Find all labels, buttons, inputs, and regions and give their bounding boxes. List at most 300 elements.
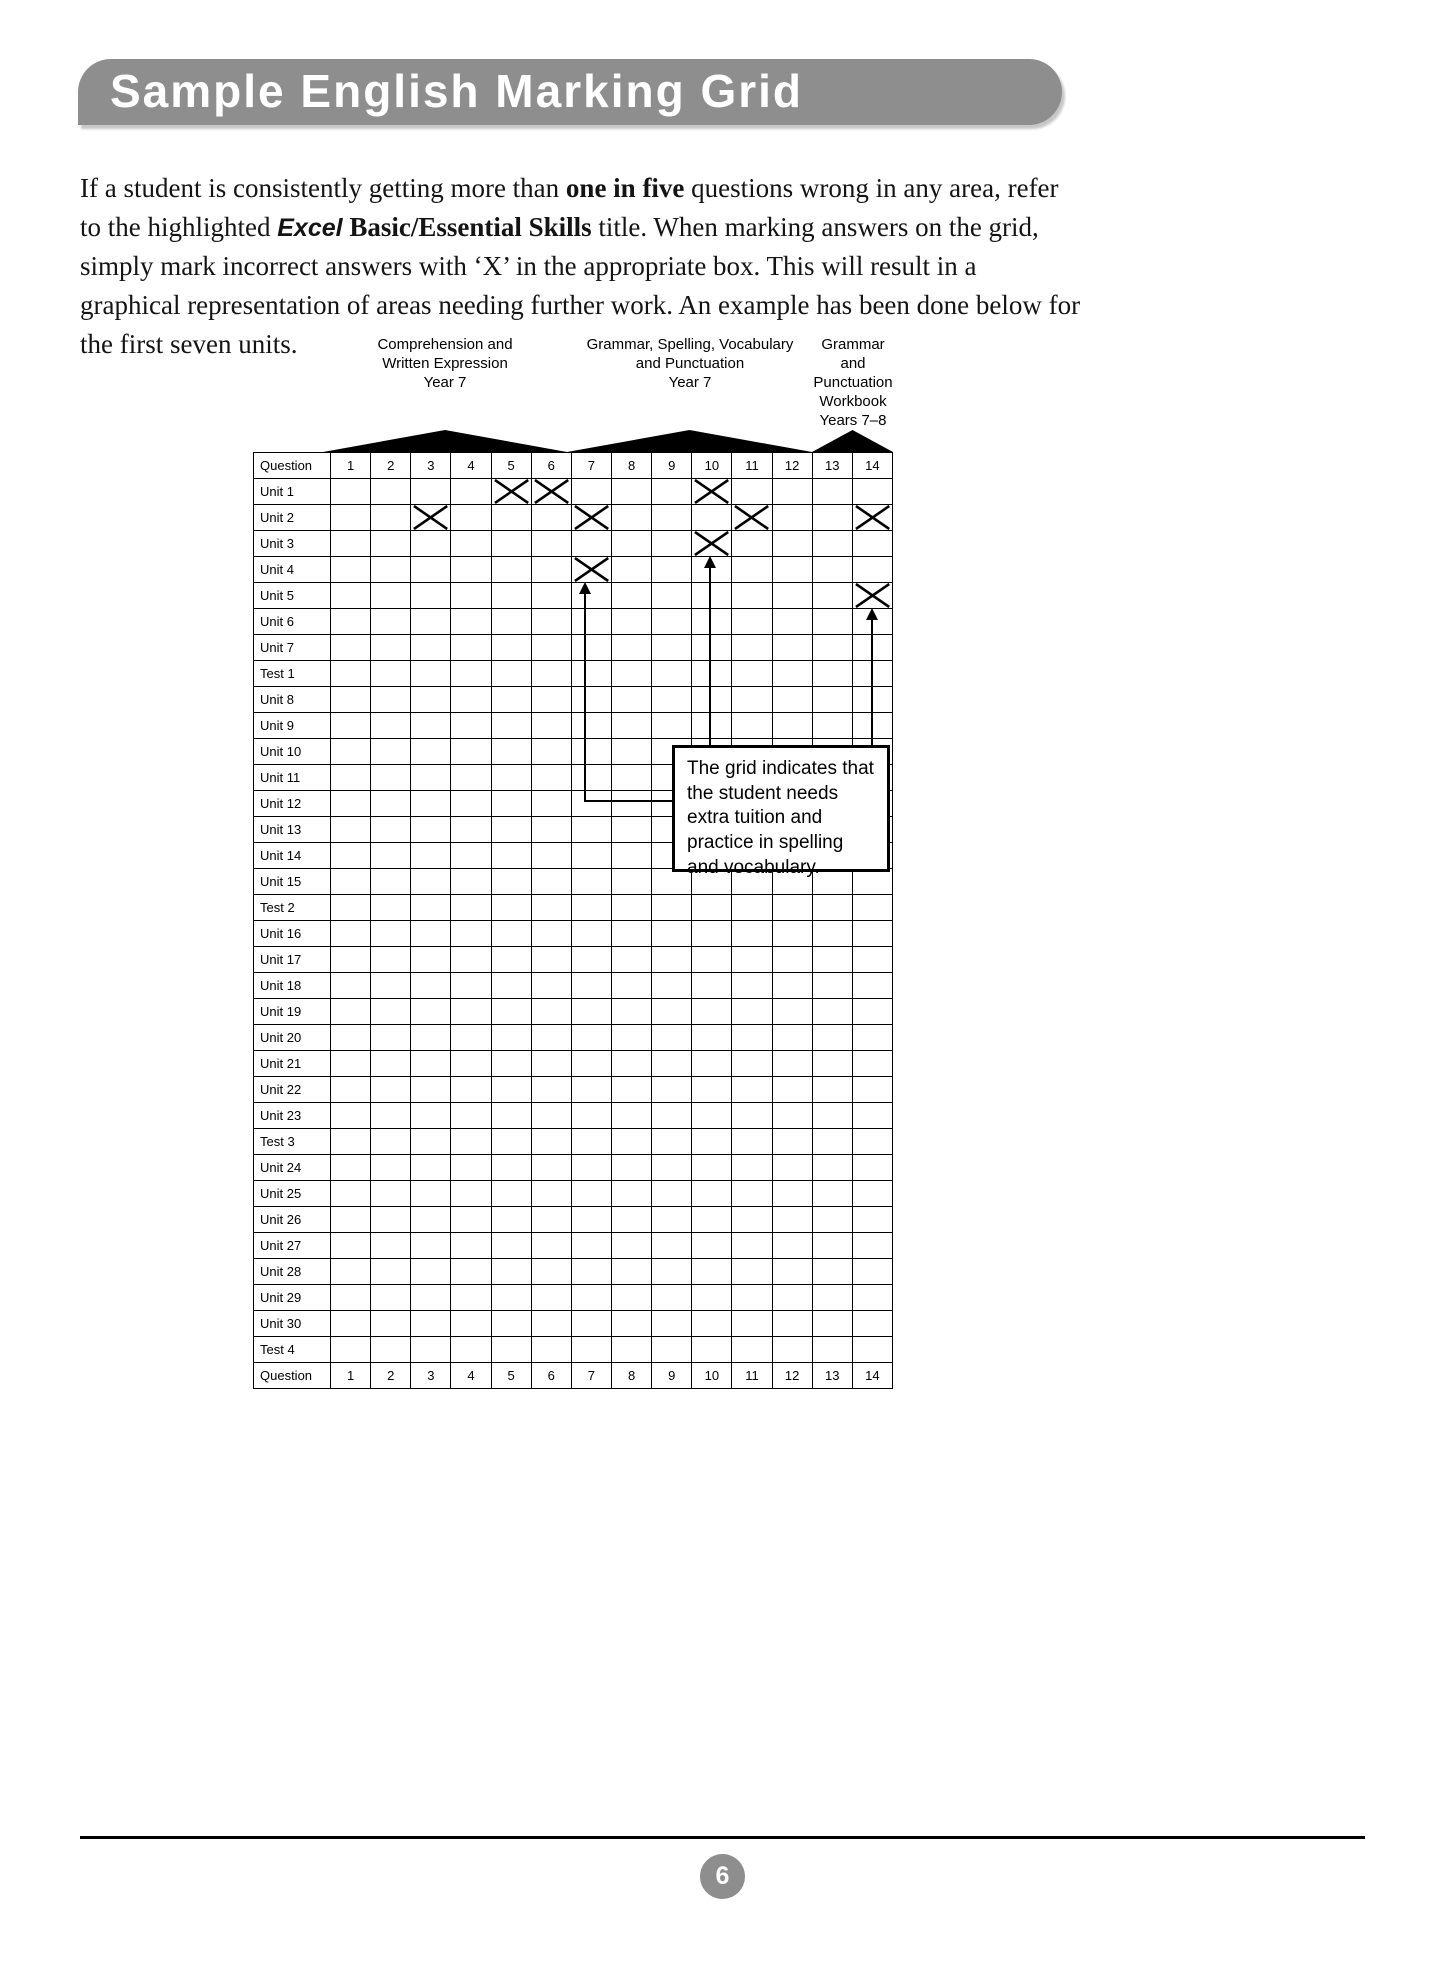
grid-cell — [411, 583, 451, 609]
grid-cell — [652, 1285, 692, 1311]
grid-cell — [451, 895, 491, 921]
grid-cell — [852, 947, 892, 973]
grid-row — [254, 661, 893, 687]
grid-cell — [611, 557, 651, 583]
grid-cell — [692, 687, 732, 713]
grid-cell — [611, 947, 651, 973]
grid-cell — [371, 791, 411, 817]
grid-cell — [852, 1103, 892, 1129]
grid-cell — [451, 1233, 491, 1259]
grid-cell — [812, 973, 852, 999]
row-label: Unit 20 — [254, 1025, 331, 1051]
grid-cell — [491, 869, 531, 895]
grid-cell — [692, 609, 732, 635]
x-mark-icon — [572, 505, 611, 530]
grid-cell — [571, 895, 611, 921]
group-brace-icon — [567, 430, 812, 452]
grid-cell — [652, 1077, 692, 1103]
grid-cell — [331, 1155, 371, 1181]
grid-cell — [732, 895, 772, 921]
grid-cell — [852, 1285, 892, 1311]
grid-cell — [812, 661, 852, 687]
grid-cell — [371, 973, 411, 999]
grid-cell — [812, 479, 852, 505]
grid-cell — [371, 765, 411, 791]
grid-cell — [411, 713, 451, 739]
grid-cell — [451, 557, 491, 583]
question-number: 11 — [732, 1363, 772, 1389]
grid-cell — [531, 947, 571, 973]
grid-cell — [571, 1025, 611, 1051]
grid-row — [254, 1077, 893, 1103]
grid-cell — [451, 505, 491, 531]
grid-row — [254, 999, 893, 1025]
row-label: Unit 27 — [254, 1233, 331, 1259]
grid-cell — [531, 1181, 571, 1207]
grid-cell — [371, 999, 411, 1025]
grid-cell — [772, 1233, 812, 1259]
question-number: 9 — [652, 1363, 692, 1389]
grid-cell — [491, 531, 531, 557]
question-number: 9 — [652, 453, 692, 479]
grid-cell — [491, 1311, 531, 1337]
x-mark-icon — [853, 505, 892, 530]
grid-cell — [491, 973, 531, 999]
grid-cell — [692, 1077, 732, 1103]
x-mark-icon — [411, 505, 450, 530]
grid-cell — [611, 479, 651, 505]
question-number: 14 — [852, 1363, 892, 1389]
grid-cell — [491, 1233, 531, 1259]
grid-cell — [451, 843, 491, 869]
question-number: 6 — [531, 1363, 571, 1389]
row-label: Unit 12 — [254, 791, 331, 817]
grid-cell — [652, 1051, 692, 1077]
row-label: Unit 6 — [254, 609, 331, 635]
grid-cell — [812, 1233, 852, 1259]
grid-cell — [571, 1155, 611, 1181]
grid-cell — [531, 921, 571, 947]
grid-row — [254, 1363, 893, 1389]
question-number: 4 — [451, 453, 491, 479]
grid-cell — [571, 1181, 611, 1207]
grid-cell — [371, 1129, 411, 1155]
grid-cell — [411, 739, 451, 765]
grid-cell — [331, 635, 371, 661]
grid-cell — [772, 947, 812, 973]
grid-cell — [611, 817, 651, 843]
grid-cell — [852, 869, 892, 895]
grid-cell — [812, 1311, 852, 1337]
grid-cell — [451, 583, 491, 609]
group-header-line: Comprehension and — [377, 336, 513, 353]
x-mark-icon — [692, 479, 731, 504]
grid-cell — [411, 869, 451, 895]
question-number: 7 — [571, 1363, 611, 1389]
grid-cell — [611, 843, 651, 869]
grid-row — [254, 1129, 893, 1155]
grid-cell — [812, 687, 852, 713]
grid-cell — [491, 1129, 531, 1155]
grid-cell — [571, 635, 611, 661]
grid-cell — [812, 1259, 852, 1285]
grid-cell — [331, 1051, 371, 1077]
grid-cell — [451, 973, 491, 999]
grid-cell — [611, 583, 651, 609]
grid-cell — [732, 1077, 772, 1103]
grid-cell — [611, 1233, 651, 1259]
grid-cell — [491, 1337, 531, 1363]
grid-cell — [652, 479, 692, 505]
question-number: 10 — [692, 453, 732, 479]
grid-cell — [772, 713, 812, 739]
question-number: 10 — [692, 1363, 732, 1389]
intro-segment: one in five — [565, 173, 685, 203]
grid-cell — [772, 921, 812, 947]
grid-cell — [812, 947, 852, 973]
grid-cell — [411, 661, 451, 687]
arrow-line-col7 — [584, 594, 586, 802]
grid-cell — [411, 947, 451, 973]
grid-cell — [531, 791, 571, 817]
grid-cell — [451, 1337, 491, 1363]
grid-cell — [491, 765, 531, 791]
grid-cell — [531, 479, 571, 505]
grid-cell — [611, 661, 651, 687]
grid-cell — [732, 505, 772, 531]
grid-cell — [732, 1207, 772, 1233]
grid-cell — [692, 1311, 732, 1337]
question-number: 8 — [611, 453, 651, 479]
grid-cell — [331, 739, 371, 765]
grid-row — [254, 713, 893, 739]
grid-cell — [652, 583, 692, 609]
marking-grid-area — [253, 330, 953, 1430]
grid-cell — [611, 1337, 651, 1363]
intro-segment: questions wrong in any area, refer to the highlighted — [80, 173, 1059, 242]
grid-cell — [692, 1285, 732, 1311]
grid-cell — [852, 583, 892, 609]
grid-cell — [531, 505, 571, 531]
grid-cell — [732, 531, 772, 557]
grid-cell — [652, 973, 692, 999]
grid-cell — [371, 505, 411, 531]
grid-cell — [331, 479, 371, 505]
question-number: 1 — [331, 453, 371, 479]
row-label: Unit 19 — [254, 999, 331, 1025]
grid-cell — [692, 505, 732, 531]
grid-cell — [652, 947, 692, 973]
grid-cell — [491, 843, 531, 869]
grid-cell — [611, 895, 651, 921]
grid-cell — [732, 1051, 772, 1077]
grid-cell — [852, 1051, 892, 1077]
grid-cell — [451, 1103, 491, 1129]
grid-row — [254, 921, 893, 947]
grid-cell — [611, 505, 651, 531]
grid-cell — [491, 1155, 531, 1181]
row-label: Test 4 — [254, 1337, 331, 1363]
grid-cell — [411, 765, 451, 791]
grid-cell — [451, 1207, 491, 1233]
callout-box: The grid indicates that the student needs extra tuition and practice in spelling and vocabulary. — [672, 745, 890, 872]
grid-cell — [652, 687, 692, 713]
grid-cell — [371, 1103, 411, 1129]
grid-cell — [652, 1311, 692, 1337]
grid-cell — [571, 1207, 611, 1233]
grid-cell — [411, 479, 451, 505]
grid-cell — [852, 1311, 892, 1337]
grid-cell — [491, 817, 531, 843]
grid-cell — [411, 895, 451, 921]
grid-cell — [411, 1285, 451, 1311]
grid-cell — [812, 583, 852, 609]
grid-cell — [331, 973, 371, 999]
x-mark-icon — [732, 505, 771, 530]
grid-cell — [371, 817, 411, 843]
grid-cell — [732, 1103, 772, 1129]
grid-cell — [772, 1155, 812, 1181]
grid-row — [254, 895, 893, 921]
grid-cell — [652, 1207, 692, 1233]
x-mark-icon — [853, 583, 892, 608]
grid-cell — [571, 1077, 611, 1103]
grid-cell — [852, 999, 892, 1025]
group-header-line: Written Expression — [382, 354, 508, 372]
grid-cell — [331, 1025, 371, 1051]
grid-cell — [692, 1051, 732, 1077]
grid-cell — [331, 817, 371, 843]
grid-cell — [652, 505, 692, 531]
grid-cell — [812, 999, 852, 1025]
question-number: 8 — [611, 1363, 651, 1389]
grid-cell — [772, 661, 812, 687]
grid-cell — [331, 1233, 371, 1259]
row-label: Unit 3 — [254, 531, 331, 557]
footer-rule — [80, 1836, 1365, 1839]
row-label: Unit 16 — [254, 921, 331, 947]
grid-cell — [692, 947, 732, 973]
grid-cell — [692, 1181, 732, 1207]
grid-row — [254, 1233, 893, 1259]
grid-cell — [451, 1285, 491, 1311]
grid-cell — [692, 1025, 732, 1051]
grid-cell — [611, 921, 651, 947]
grid-cell — [371, 531, 411, 557]
grid-cell — [411, 1337, 451, 1363]
grid-cell — [451, 1077, 491, 1103]
grid-cell — [652, 1103, 692, 1129]
grid-cell — [611, 1051, 651, 1077]
grid-cell — [371, 1207, 411, 1233]
question-number: 4 — [451, 1363, 491, 1389]
question-number: 12 — [772, 1363, 812, 1389]
grid-cell — [491, 739, 531, 765]
grid-cell — [531, 1207, 571, 1233]
grid-cell — [772, 1285, 812, 1311]
grid-cell — [571, 1285, 611, 1311]
row-label: Unit 13 — [254, 817, 331, 843]
grid-cell — [451, 947, 491, 973]
grid-row — [254, 453, 893, 479]
grid-cell — [652, 635, 692, 661]
grid-cell — [451, 1155, 491, 1181]
page-title: Sample English Marking Grid — [110, 65, 804, 117]
grid-row — [254, 1311, 893, 1337]
grid-cell — [772, 895, 812, 921]
row-label: Unit 30 — [254, 1311, 331, 1337]
grid-cell — [531, 557, 571, 583]
grid-cell — [331, 1077, 371, 1103]
x-mark-icon — [532, 479, 571, 504]
grid-cell — [531, 1259, 571, 1285]
grid-cell — [812, 609, 852, 635]
grid-cell — [571, 739, 611, 765]
row-label: Unit 5 — [254, 583, 331, 609]
grid-cell — [331, 765, 371, 791]
row-label: Unit 2 — [254, 505, 331, 531]
grid-cell — [571, 765, 611, 791]
group-header-line: Grammar — [821, 336, 885, 353]
group-header-line: Years 7–8 — [819, 411, 887, 429]
grid-cell — [411, 999, 451, 1025]
grid-cell — [812, 1051, 852, 1077]
grid-cell — [371, 1259, 411, 1285]
grid-cell — [611, 1025, 651, 1051]
grid-row — [254, 973, 893, 999]
grid-cell — [852, 895, 892, 921]
grid-cell — [571, 1051, 611, 1077]
grid-cell — [852, 557, 892, 583]
grid-cell — [852, 1181, 892, 1207]
grid-cell — [652, 531, 692, 557]
grid-cell — [531, 661, 571, 687]
grid-cell — [652, 1233, 692, 1259]
marking-grid — [253, 452, 893, 1389]
grid-cell — [411, 1077, 451, 1103]
grid-cell — [652, 869, 692, 895]
grid-row — [254, 479, 893, 505]
grid-cell — [611, 1103, 651, 1129]
grid-cell — [331, 999, 371, 1025]
grid-cell — [611, 687, 651, 713]
grid-cell — [692, 713, 732, 739]
grid-cell — [732, 921, 772, 947]
intro-segment: Excel — [277, 213, 343, 242]
grid-row — [254, 1207, 893, 1233]
grid-cell — [732, 999, 772, 1025]
question-header-label: Question — [254, 453, 331, 479]
row-label: Test 3 — [254, 1129, 331, 1155]
grid-cell — [692, 973, 732, 999]
grid-cell — [331, 687, 371, 713]
question-number: 3 — [411, 453, 451, 479]
row-label: Test 2 — [254, 895, 331, 921]
grid-cell — [732, 479, 772, 505]
grid-cell — [732, 635, 772, 661]
grid-cell — [451, 1181, 491, 1207]
grid-row — [254, 1025, 893, 1051]
grid-cell — [812, 1025, 852, 1051]
group-header-line: Workbook — [819, 392, 887, 410]
grid-cell — [852, 505, 892, 531]
grid-cell — [812, 1129, 852, 1155]
grid-cell — [772, 1077, 812, 1103]
grid-cell — [451, 869, 491, 895]
grid-cell — [371, 1077, 411, 1103]
intro-segment: Basic/Essential Skills — [342, 211, 592, 242]
grid-cell — [411, 791, 451, 817]
question-footer-label: Question — [254, 1363, 331, 1389]
grid-cell — [571, 687, 611, 713]
grid-cell — [732, 1233, 772, 1259]
grid-cell — [692, 1259, 732, 1285]
row-label: Unit 25 — [254, 1181, 331, 1207]
grid-cell — [772, 1025, 812, 1051]
group-header — [315, 336, 575, 393]
grid-cell — [411, 1207, 451, 1233]
grid-cell — [692, 583, 732, 609]
arrow-line-col10 — [709, 568, 711, 745]
grid-cell — [611, 609, 651, 635]
group-header-line: Grammar, Spelling, Vocabulary — [586, 336, 794, 353]
question-number: 5 — [491, 453, 531, 479]
grid-cell — [852, 1233, 892, 1259]
row-label: Unit 24 — [254, 1155, 331, 1181]
grid-cell — [812, 921, 852, 947]
grid-cell — [732, 713, 772, 739]
grid-cell — [331, 583, 371, 609]
grid-cell — [371, 713, 411, 739]
arrow-up-icon — [866, 608, 878, 620]
grid-cell — [772, 973, 812, 999]
grid-cell — [812, 1077, 852, 1103]
row-label: Unit 1 — [254, 479, 331, 505]
grid-cell — [371, 1155, 411, 1181]
row-label: Unit 21 — [254, 1051, 331, 1077]
grid-cell — [652, 1129, 692, 1155]
grid-cell — [451, 479, 491, 505]
grid-cell — [531, 1103, 571, 1129]
grid-cell — [571, 1259, 611, 1285]
question-number: 2 — [371, 453, 411, 479]
grid-cell — [331, 713, 371, 739]
grid-cell — [491, 1025, 531, 1051]
grid-cell — [571, 791, 611, 817]
grid-cell — [571, 1311, 611, 1337]
grid-cell — [531, 1155, 571, 1181]
grid-row — [254, 531, 893, 557]
grid-cell — [411, 1233, 451, 1259]
row-label: Unit 17 — [254, 947, 331, 973]
grid-cell — [852, 973, 892, 999]
grid-cell — [772, 1181, 812, 1207]
grid-row — [254, 505, 893, 531]
grid-cell — [571, 869, 611, 895]
grid-cell — [692, 1233, 732, 1259]
grid-cell — [531, 1285, 571, 1311]
grid-cell — [331, 895, 371, 921]
grid-cell — [531, 1077, 571, 1103]
grid-cell — [371, 687, 411, 713]
grid-cell — [531, 635, 571, 661]
question-number: 11 — [732, 453, 772, 479]
grid-cell — [451, 1025, 491, 1051]
arrow-line-col14 — [871, 620, 873, 745]
grid-cell — [571, 713, 611, 739]
grid-cell — [692, 1103, 732, 1129]
x-mark-icon — [692, 531, 731, 556]
